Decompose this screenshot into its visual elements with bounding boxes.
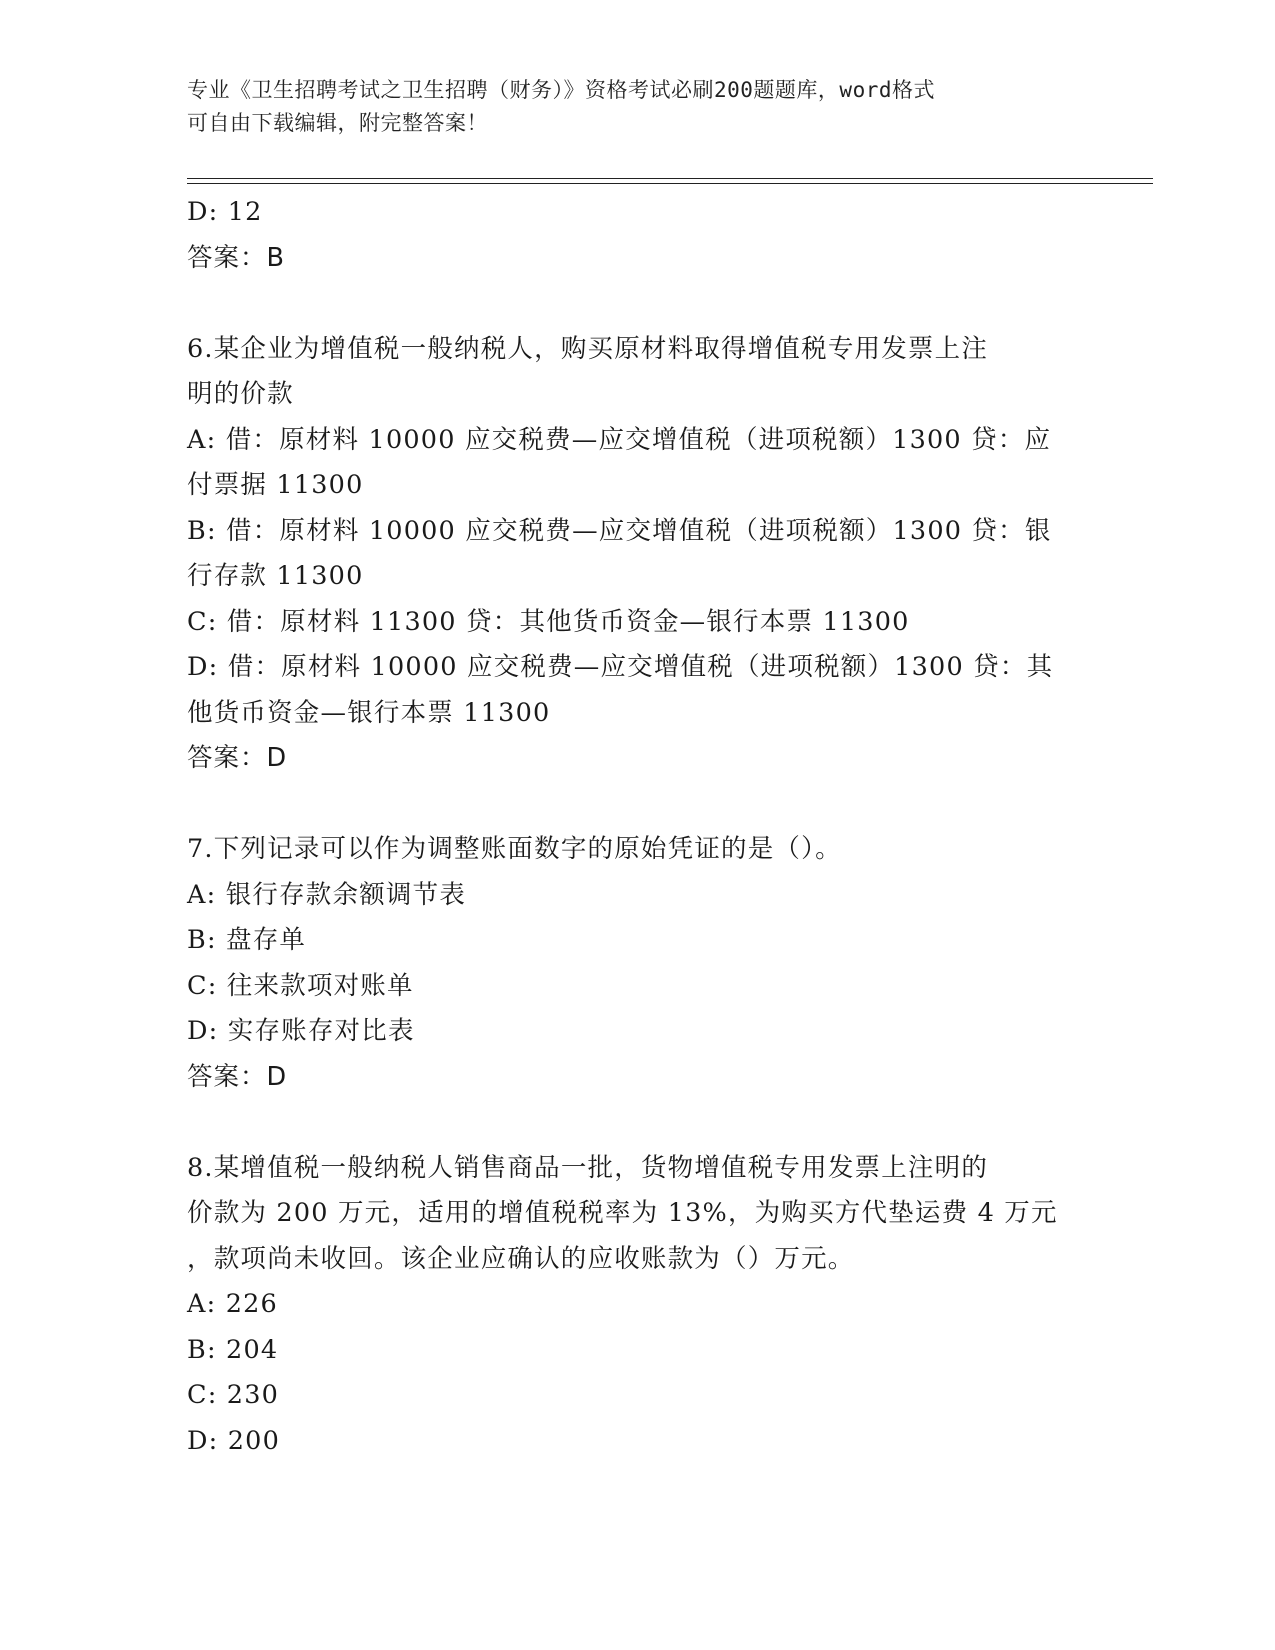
prev-option-d: D: 12: [187, 197, 263, 227]
question-6-option-a-line-2: 付票据 11300: [187, 470, 364, 500]
header-title-line-1: 专业《卫生招聘考试之卫生招聘（财务）》资格考试必刷200题题库，word格式: [187, 78, 935, 102]
question-6: [187, 327, 1087, 782]
question-content: [187, 190, 1087, 1464]
question-7-stem: 7.下列记录可以作为调整账面数字的原始凭证的是（）。: [187, 834, 842, 864]
question-7-option-d: D: 实存账存对比表: [187, 1016, 415, 1046]
header-divider-bottom: [187, 183, 1153, 184]
question-8-stem-line-1: 8.某增值税一般纳税人销售商品一批，货物增值税专用发票上注明的: [187, 1152, 989, 1183]
question-8-option-d: D: 200: [187, 1425, 281, 1456]
prev-answer: 答案：B: [187, 242, 285, 273]
question-8-option-b: B: 204: [187, 1334, 279, 1365]
question-6-option-c: C: 借：原材料 11300 贷：其他货币资金—银行本票 11300: [187, 606, 910, 637]
question-8-option-c: C: 230: [187, 1380, 280, 1410]
question-7-option-c: C: 往来款项对账单: [187, 970, 414, 1001]
question-6-stem-line-2: 明的价款: [187, 379, 294, 409]
question-7-answer: 答案：D: [187, 1061, 288, 1092]
header-divider-top: [187, 178, 1153, 179]
spacer: [187, 782, 1087, 828]
question-7-option-a: A: 银行存款余额调节表: [187, 879, 467, 910]
question-6-option-d-line-1: D: 借：原材料 10000 应交税费—应交增值税（进项税额）1300 贷：其: [187, 652, 1054, 682]
question-6-option-b-line-1: B: 借：原材料 10000 应交税费—应交增值税（进项税额）1300 贷：银: [187, 515, 1052, 546]
document-header: [187, 74, 1067, 140]
header-title-line-2: 可自由下载编辑，附完整答案！: [187, 111, 488, 135]
question-7-option-b: B: 盘存单: [187, 925, 307, 955]
question-6-stem-line-1: 6.某企业为增值税一般纳税人，购买原材料取得增值税专用发票上注: [187, 333, 989, 364]
spacer: [187, 281, 1087, 327]
question-8-stem-line-3: ，款项尚未收回。该企业应确认的应收账款为（）万元。: [187, 1243, 855, 1274]
question-8-stem-line-2: 价款为 200 万元，适用的增值税税率为 13%，为购买方代垫运费 4 万元: [187, 1198, 1058, 1228]
question-6-option-a-line-1: A: 借：原材料 10000 应交税费—应交增值税（进项税额）1300 贷：应: [187, 424, 1052, 455]
question-8-option-a: A: 226: [187, 1289, 278, 1319]
question-6-option-d-line-2: 他货币资金—银行本票 11300: [187, 697, 551, 728]
question-8: [187, 1146, 1087, 1465]
question-6-answer: 答案：D: [187, 743, 288, 773]
spacer: [187, 1100, 1087, 1146]
question-6-option-b-line-2: 行存款 11300: [187, 561, 364, 591]
question-7: [187, 827, 1087, 1100]
